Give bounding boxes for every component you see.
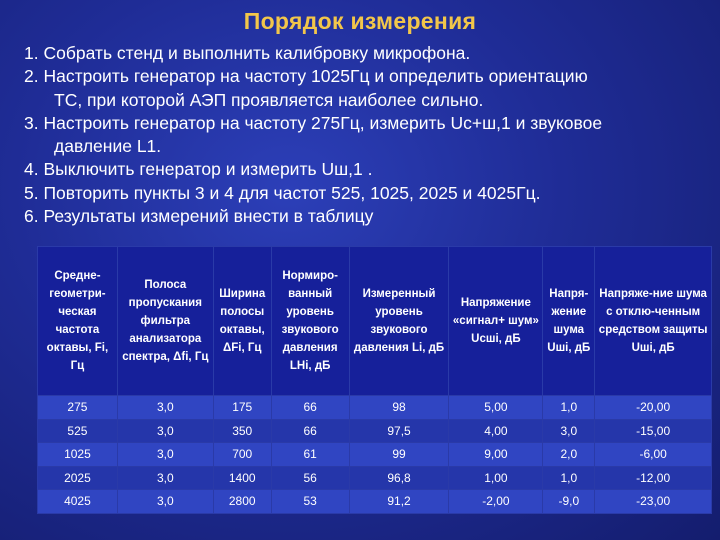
step-2-continuation: ТС, при которой АЭП проявляется наиболее сильно. bbox=[54, 89, 484, 110]
header-normalized-level: Нормиро-ванный уровень звукового давления LHi, дБ bbox=[271, 247, 349, 396]
table-cell: 97,5 bbox=[349, 419, 449, 443]
step-3: 3. Настроить генератор на частоту 275Гц, измерить Uс+ш,1 и звуковое bbox=[24, 112, 603, 133]
table-cell: 98 bbox=[349, 396, 449, 420]
table-cell: 1,0 bbox=[543, 396, 595, 420]
table-row bbox=[38, 419, 712, 443]
table-row bbox=[38, 466, 712, 490]
table-cell: 2,0 bbox=[543, 443, 595, 467]
step-3-continuation: давление L1. bbox=[54, 136, 162, 157]
table-cell: 56 bbox=[271, 466, 349, 490]
table-cell: 3,0 bbox=[117, 490, 213, 514]
table-cell: 2025 bbox=[38, 466, 118, 490]
step-2: 2. Настроить генератор на частоту 1025Гц и определить ориентацию bbox=[24, 66, 588, 87]
table-cell: 9,00 bbox=[449, 443, 543, 467]
table-cell: 91,2 bbox=[349, 490, 449, 514]
table-cell: 1,0 bbox=[543, 466, 595, 490]
table-cell: 61 bbox=[271, 443, 349, 467]
step-5: 5. Повторить пункты 3 и 4 для частот 525, 1025, 2025 и 4025Гц. bbox=[24, 182, 541, 203]
table-cell: 1400 bbox=[213, 466, 271, 490]
table-cell: 175 bbox=[213, 396, 271, 420]
header-signal-noise-voltage: Напряжение «сигнал+ шум» Uсшi, дБ bbox=[449, 247, 543, 396]
procedure-steps bbox=[24, 42, 714, 228]
table-cell: 3,0 bbox=[117, 396, 213, 420]
table-header-row bbox=[38, 247, 712, 396]
table-cell: 3,0 bbox=[117, 443, 213, 467]
table-cell: 700 bbox=[213, 443, 271, 467]
results-table bbox=[37, 246, 712, 514]
table-cell: -9,0 bbox=[543, 490, 595, 514]
table-row bbox=[38, 396, 712, 420]
table-cell: -15,00 bbox=[595, 419, 712, 443]
header-measured-level: Измеренный уровень звукового давления Li, дБ bbox=[349, 247, 449, 396]
table-cell: -20,00 bbox=[595, 396, 712, 420]
table-row bbox=[38, 443, 712, 467]
table-cell: -23,00 bbox=[595, 490, 712, 514]
table-cell: 4025 bbox=[38, 490, 118, 514]
step-1: 1. Собрать стенд и выполнить калибровку микрофона. bbox=[24, 43, 471, 63]
table-cell: 5,00 bbox=[449, 396, 543, 420]
table-cell: 96,8 bbox=[349, 466, 449, 490]
table-cell: 4,00 bbox=[449, 419, 543, 443]
table-cell: 525 bbox=[38, 419, 118, 443]
table-cell: 53 bbox=[271, 490, 349, 514]
table-cell: -12,00 bbox=[595, 466, 712, 490]
table-cell: -2,00 bbox=[449, 490, 543, 514]
table-cell: 3,0 bbox=[117, 419, 213, 443]
table-cell: 1025 bbox=[38, 443, 118, 467]
step-4: 4. Выключить генератор и измерить Uш,1 . bbox=[24, 159, 373, 180]
table-cell: 99 bbox=[349, 443, 449, 467]
table-cell: 3,0 bbox=[117, 466, 213, 490]
step-6: 6. Результаты измерений внести в таблицу bbox=[24, 206, 374, 227]
table-cell: 2800 bbox=[213, 490, 271, 514]
header-frequency: Средне-геометри-ческая частота октавы, Fi, Гц bbox=[38, 247, 118, 396]
table-cell: 275 bbox=[38, 396, 118, 420]
table-cell: 66 bbox=[271, 419, 349, 443]
table-row bbox=[38, 490, 712, 514]
header-noise-voltage-protection-off: Напряже-ние шума с отклю-ченным средством защиты Uшi, дБ bbox=[595, 247, 712, 396]
table-cell: 3,0 bbox=[543, 419, 595, 443]
header-filter-band: Полоса пропускания фильтра анализатора спектра, Δfi, Гц bbox=[117, 247, 213, 396]
table-cell: -6,00 bbox=[595, 443, 712, 467]
table-cell: 66 bbox=[271, 396, 349, 420]
header-octave-width: Ширина полосы октавы, ΔFi, Гц bbox=[213, 247, 271, 396]
page-title: Порядок измерения bbox=[243, 8, 477, 34]
header-noise-voltage: Напря-жение шума Uшi, дБ bbox=[543, 247, 595, 396]
table-cell: 1,00 bbox=[449, 466, 543, 490]
table-cell: 350 bbox=[213, 419, 271, 443]
